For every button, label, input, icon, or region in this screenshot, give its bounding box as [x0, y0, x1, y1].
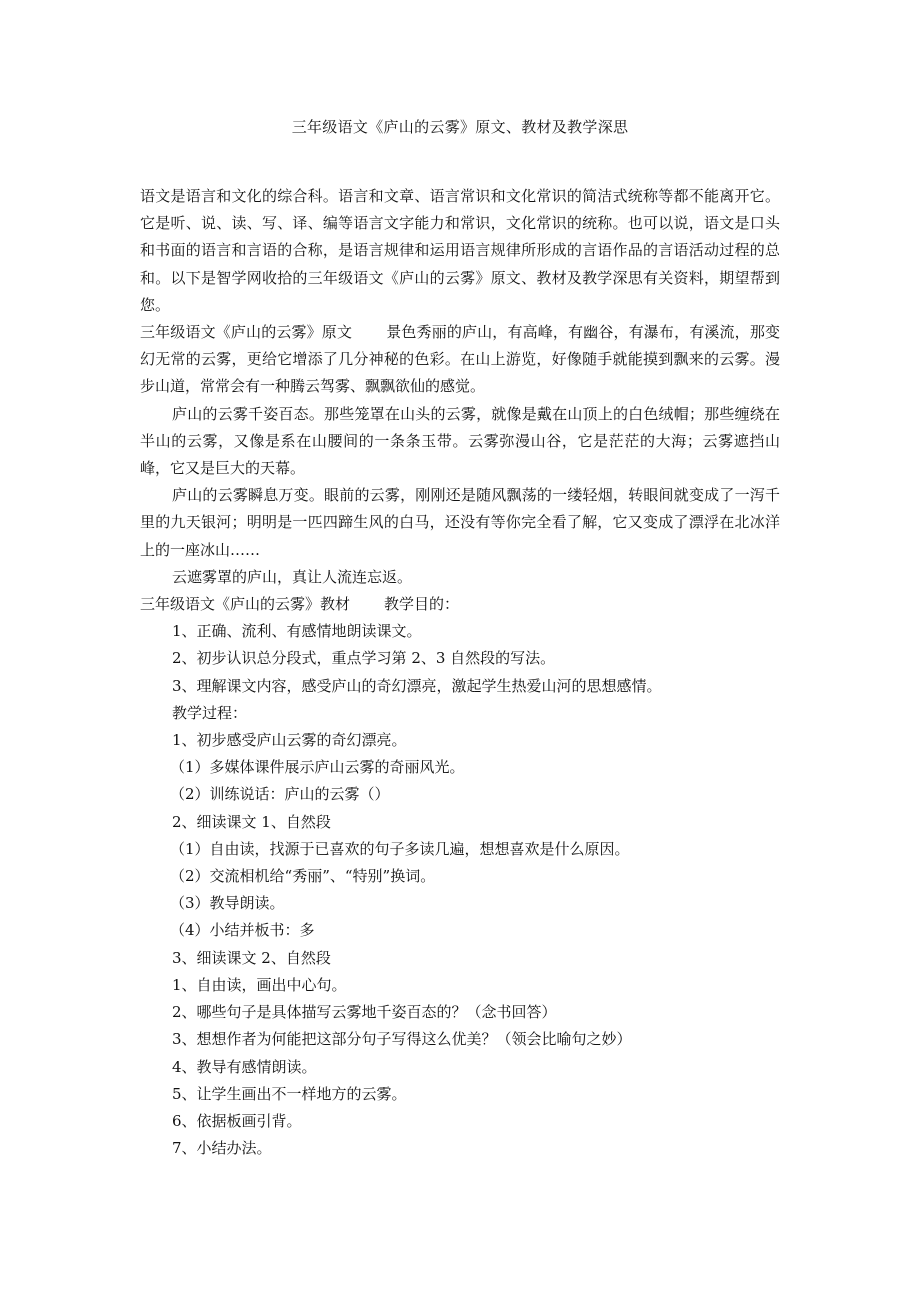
process-substep: （1）自由读，找源于已喜欢的句子多读几遍，想想喜欢是什么原因。: [170, 839, 630, 858]
process-step: 6、依据板画引背。: [172, 1111, 302, 1130]
process-step: 2、哪些句子是具体描写云雾地千姿百态的？（念书回答）: [172, 1003, 557, 1022]
objective-item: 1、正确、流利、有感情地朗读课文。: [172, 622, 422, 641]
objective-item: 2、初步认识总分段式，重点学习第 2、3 自然段的写法。: [172, 649, 556, 668]
process-step: 1、自由读，画出中心句。: [172, 975, 347, 994]
original-heading: 三年级语文《庐山的云雾》原文: [140, 323, 353, 342]
material-heading: 三年级语文《庐山的云雾》教材: [140, 595, 351, 614]
objectives-label: 教学目的：: [384, 595, 460, 614]
intro-paragraph: 语文是语言和文化的综合科。语言和文章、语言常识和文化常识的简洁式统称等都不能离开它。它是听、说、读、写、译、编等语言文字能力和常识，文化常识的统称。也可以说，语文是口头和书面的语言和言语的合称，是语言规律和运用语言规律所形成的言语作品的言语活动过程的总和。以下是智学网收拾的三年级语文《庐山的云雾》原文、教材及教学深思有关资料，期望帮到您。: [140, 187, 780, 314]
original-text-paragraph-2: 庐山的云雾千姿百态。那些笼罩在山头的云雾，就像是戴在山顶上的白色绒帽；那些缠绕在半山的云雾，又像是系在山腰间的一条条玉带。云雾弥漫山谷，它是茫茫的大海；云雾遮挡山峰，它又是巨大的天幕。: [140, 404, 780, 478]
process-step: 7、小结办法。: [172, 1139, 272, 1158]
original-text-paragraph-1: [140, 319, 780, 401]
original-text-paragraph-4: 云遮雾罩的庐山，真让人流连忘返。: [172, 567, 413, 586]
original-text-paragraph-3: 庐山的云雾瞬息万变。眼前的云雾，刚刚还是随风飘荡的一缕轻烟，转眼间就变成了一泻千里的九天银河；明明是一匹四蹄生风的白马，还没有等你完全看了解，它又变成了漂浮在北冰洋上的一座冰山……: [140, 486, 780, 559]
process-step: 4、教导有感情朗读。: [172, 1057, 317, 1076]
process-substep: （2）训练说话：庐山的云雾（）: [170, 785, 390, 804]
material-heading-line: [140, 591, 780, 618]
process-label: 教学过程：: [172, 703, 248, 722]
document-title: 三年级语文《庐山的云雾》原文、教材及教学深思: [291, 118, 629, 136]
document-body: [140, 183, 780, 1162]
process-step: 2、细读课文 1、自然段: [172, 812, 331, 831]
process-step: 1、初步感受庐山云雾的奇幻漂亮。: [172, 731, 407, 750]
process-step: 3、细读课文 2、自然段: [172, 948, 331, 967]
process-substep: （2）交流相机给“秀丽”、“特别”换词。: [170, 867, 436, 886]
process-substep: （1）多媒体课件展示庐山云雾的奇丽风光。: [170, 758, 465, 777]
objective-item: 3、理解课文内容，感受庐山的奇幻漂亮，激起学生热爱山河的思想感情。: [172, 676, 662, 695]
process-substep: （4）小结并板书：多: [170, 921, 315, 940]
process-substep: （3）教导朗读。: [170, 894, 285, 913]
process-step: 3、想想作者为何能把这部分句子写得这么优美？（领会比喻句之妙）: [172, 1030, 632, 1049]
original-paragraph-1-text: 景色秀丽的庐山，有高峰，有幽谷，有瀑布，有溪流，那变幻无常的云雾，更给它增添了几分神秘的色彩。在山上游览，好像随手就能摸到飘来的云雾。漫步山道，常常会有一种腾云驾雾、飘飘欲仙的感觉。: [140, 323, 780, 396]
process-step: 5、让学生画出不一样地方的云雾。: [172, 1084, 407, 1103]
